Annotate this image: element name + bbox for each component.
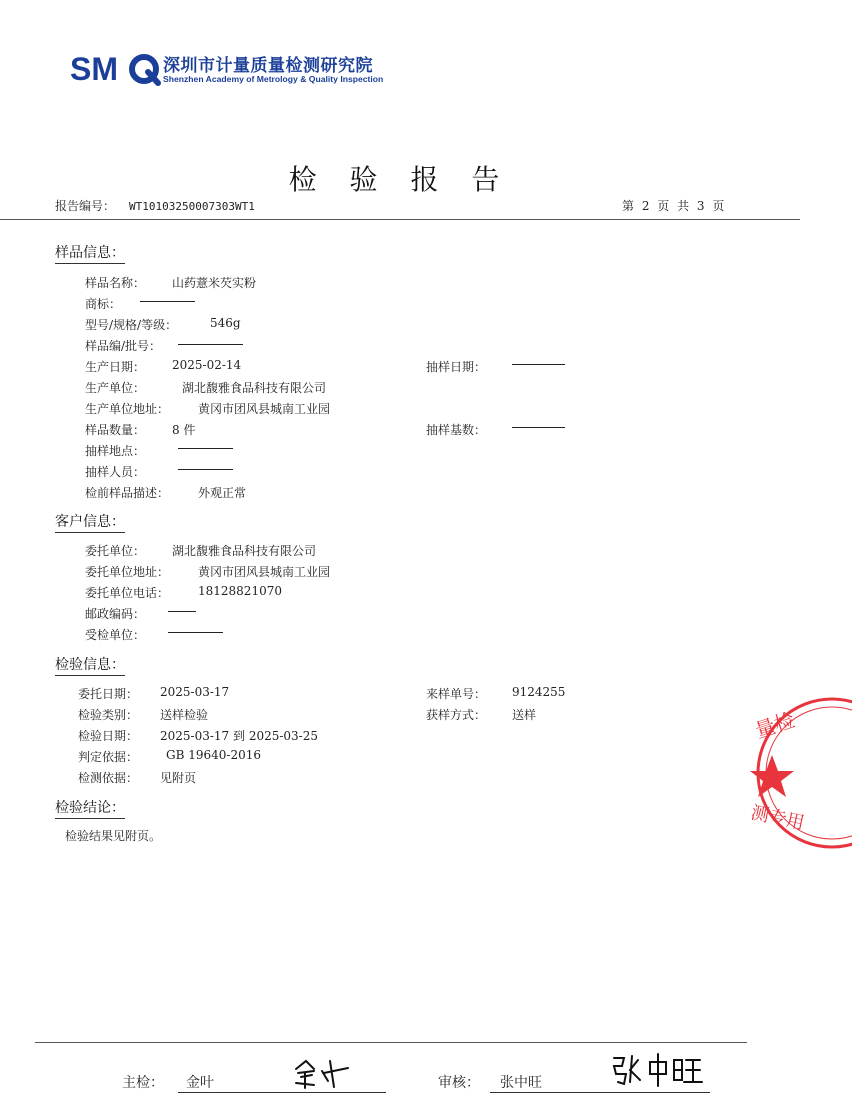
org-name-en: Shenzhen Academy of Metrology & Quality Inspection xyxy=(163,74,384,84)
sampling-base-label: 抽样基数： xyxy=(426,423,487,437)
quantity-value: 8 件 xyxy=(172,423,196,437)
reviewer-label: 审核： xyxy=(438,1075,480,1091)
section-client-title: 客户信息： xyxy=(55,511,125,533)
entrust-date-label: 委托日期： xyxy=(78,687,139,701)
inspected-unit-label: 受检单位： xyxy=(85,628,146,642)
batch-label: 样品编/批号： xyxy=(85,339,162,353)
sampling-date-label: 抽样日期： xyxy=(426,360,487,374)
inspection-type-value: 送样检验 xyxy=(160,708,209,722)
test-date-label: 检验日期： xyxy=(78,729,139,743)
batch-blank xyxy=(178,344,243,345)
client-value: 湖北馥雅食品科技有限公司 xyxy=(172,544,317,558)
reviewer-signature xyxy=(610,1052,704,1088)
client-label: 委托单位： xyxy=(85,544,146,558)
client-phone-value: 18128821070 xyxy=(198,584,282,598)
inspection-seal-stamp xyxy=(748,693,852,853)
sampling-place-blank xyxy=(178,448,233,449)
footer-divider xyxy=(35,1042,747,1043)
producer-address-value: 黄冈市团风县城南工业园 xyxy=(198,402,331,416)
sampler-blank xyxy=(178,469,233,470)
model-value: 546g xyxy=(210,316,241,330)
header-divider xyxy=(0,219,800,220)
smq-logo-mark xyxy=(70,50,162,90)
inspected-unit-blank xyxy=(168,632,223,633)
obtain-method-value: 送样 xyxy=(512,708,537,722)
smq-logo xyxy=(70,50,162,94)
client-phone-label: 委托单位电话： xyxy=(85,586,170,600)
report-number-value: WT10103250007303WT1 xyxy=(129,200,255,213)
producer-value: 湖北馥雅食品科技有限公司 xyxy=(182,381,327,395)
conclusion-text: 检验结果见附页。 xyxy=(65,829,162,843)
postcode-label: 邮政编码： xyxy=(85,607,146,621)
pre-test-description-value: 外观正常 xyxy=(198,486,247,500)
org-name-cn: 深圳市计量质量检测研究院 xyxy=(163,56,373,76)
inspector-signature xyxy=(292,1055,352,1091)
client-address-label: 委托单位地址： xyxy=(85,565,170,579)
report-number-label: 报告编号： xyxy=(55,199,116,213)
client-address-value: 黄冈市团风县城南工业园 xyxy=(198,565,331,579)
sample-number-value: 9124255 xyxy=(512,685,566,699)
inspection-type-label: 检验类别： xyxy=(78,708,139,722)
production-date-value: 2025-02-14 xyxy=(172,358,242,372)
postcode-blank xyxy=(168,611,196,612)
svg-text:量检: 量检 xyxy=(752,707,798,743)
svg-text:SM: SM xyxy=(70,51,118,87)
test-method-value: 见附页 xyxy=(160,771,197,785)
brand-blank xyxy=(140,301,195,302)
sample-name-label: 样品名称： xyxy=(85,276,146,290)
reviewer-signature-line xyxy=(490,1092,710,1093)
sample-number-label: 来样单号： xyxy=(426,687,487,701)
producer-address-label: 生产单位地址： xyxy=(85,402,170,416)
production-date-label: 生产日期： xyxy=(85,360,146,374)
reviewer-name: 张中旺 xyxy=(500,1075,542,1091)
report-number xyxy=(55,197,255,214)
sampling-base-blank xyxy=(512,427,565,428)
report-title: 检 验 报 告 xyxy=(288,163,512,196)
sample-name-value: 山药薏米芡实粉 xyxy=(172,276,257,290)
inspector-signature-line xyxy=(178,1092,386,1093)
entrust-date-value: 2025-03-17 xyxy=(160,685,230,699)
sampler-label: 抽样人员： xyxy=(85,465,146,479)
obtain-method-label: 获样方式： xyxy=(426,708,487,722)
sampling-place-label: 抽样地点： xyxy=(85,444,146,458)
judgment-basis-label: 判定依据： xyxy=(78,750,139,764)
producer-label: 生产单位： xyxy=(85,381,146,395)
model-label: 型号/规格/等级： xyxy=(85,318,178,332)
section-conclusion-title: 检验结论： xyxy=(55,797,125,819)
svg-text:测专用: 测专用 xyxy=(748,802,807,835)
quantity-label: 样品数量： xyxy=(85,423,146,437)
inspector-label: 主检： xyxy=(122,1075,164,1091)
test-method-label: 检测依据： xyxy=(78,771,139,785)
brand-label: 商标： xyxy=(85,297,122,311)
sampling-date-blank xyxy=(512,364,565,365)
test-date-value: 2025-03-17 到 2025-03-25 xyxy=(160,729,319,743)
judgment-basis-value: GB 19640-2016 xyxy=(166,748,261,762)
section-sample-title: 样品信息： xyxy=(55,242,125,264)
inspector-name: 金叶 xyxy=(186,1075,214,1091)
pre-test-description-label: 检前样品描述： xyxy=(85,486,170,500)
page-info: 第 2 页 共 3 页 xyxy=(622,199,725,213)
section-inspection-title: 检验信息： xyxy=(55,654,125,676)
